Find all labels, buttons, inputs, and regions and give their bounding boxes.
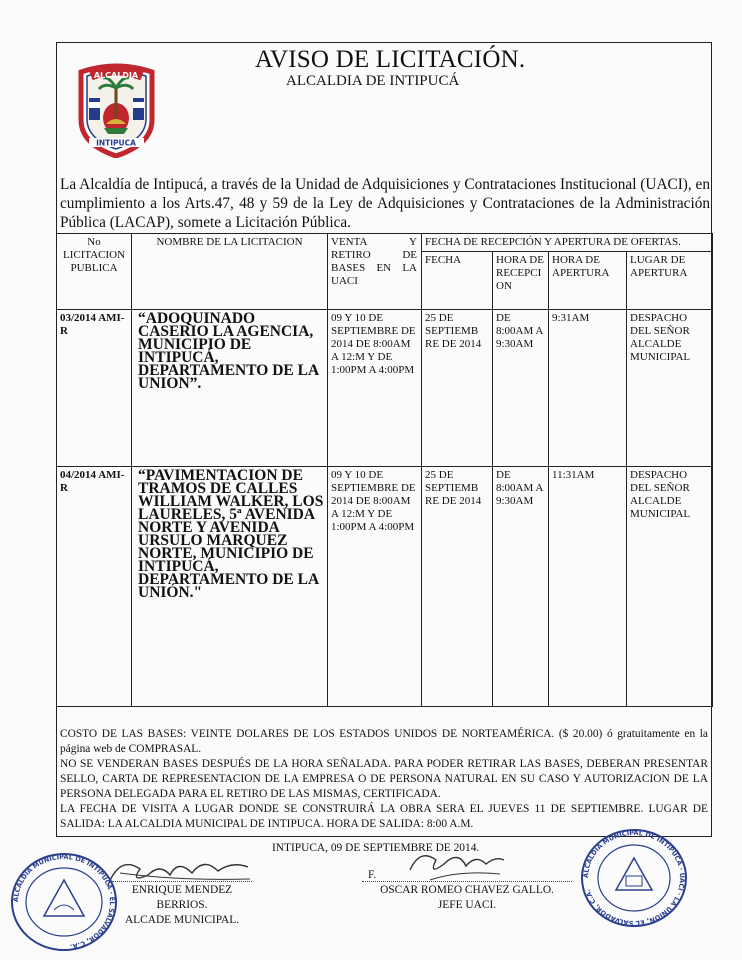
notes-section <box>60 727 708 832</box>
header-fecha-group: FECHA DE RECEPCIÓN Y APERTURA DE OFERTAS. <box>422 234 713 252</box>
tender-table <box>56 233 713 707</box>
signature-block-mayor <box>112 881 252 928</box>
alcaldia-logo <box>75 62 158 158</box>
row-name: “PAVIMENTACION DE TRAMOS DE CALLES WILLIAM WALKER, LOS LAURELES, 5ª AVENIDA NORTE Y AVENIDA URSULO MARQUEZ NORTE, MUNICIPIO DE INTIPUCÁ, DEPARTAMENTO DE LA UNIÓN." <box>132 467 328 707</box>
svg-text:INTIPUCA: INTIPUCA <box>96 138 136 148</box>
uaci-role: JEFE UACI. <box>437 899 497 911</box>
row-venta: 09 Y 10 DE SEPTIEMBRE DE 2014 DE 8:00AM A 12:M Y DE 1:00PM A 4:00PM <box>328 467 422 707</box>
header-venta: VENTA Y RETIRO DE BASES EN LA UACI <box>328 234 422 310</box>
intro-paragraph: La Alcaldía de Intipucá, a través de la Unidad de Adquisiciones y Contrataciones Institucional (UACI), en cumplimiento a los Arts.47, 48 y 59 de la Ley de Adquisiciones y Contrataciones de la Administración Pública (LACAP), somete a Licitación Pública. <box>60 176 710 231</box>
row-hora-recepcion: DE 8:00AM A 9:30AM <box>493 467 549 707</box>
mayor-name: ENRIQUE MENDEZ BERRIOS. <box>112 881 252 913</box>
row-venta: 09 Y 10 DE SEPTIEMBRE DE 2014 DE 8:00AM A 12:M Y DE 1:00PM A 4:00PM <box>328 310 422 467</box>
seal-right-text: ALCALDIA MUNICIPAL DE INTIPUCA · UACI · LA UNION, EL SALVADOR, C.A. <box>581 828 687 928</box>
signature-f-mark: F. <box>368 869 377 881</box>
seal-left-text: ALCALDIA MUNICIPAL DE INTIPUCA · EL SALVADOR, C.A. <box>11 852 117 951</box>
note-cost: COSTO DE LAS BASES: VEINTE DOLARES DE LOS ESTADOS UNIDOS DE NORTEAMÉRICA. ($ 20.00) ó gratuitamente en la página web de COMPRASAL. <box>60 728 708 755</box>
seal-right <box>578 826 690 930</box>
svg-text:ALCALDIA: ALCALDIA <box>93 71 139 80</box>
row-lugar: DESPACHO DEL SEÑOR ALCALDE MUNICIPAL <box>627 310 713 467</box>
header-nombre: NOMBRE DE LA LICITACION <box>132 234 328 310</box>
row-fecha: 25 DE SEPTIEMB RE DE 2014 <box>422 310 493 467</box>
table-row <box>57 310 713 467</box>
note-requirements: NO SE VENDERAN BASES DESPUÉS DE LA HORA SEÑALADA. PARA PODER RETIRAR LAS BASES, DEBERAN PRESENTAR SELLO, CARTA DE REPRESENTACION DE LA EMPRESA O DE PERSONA NATURAL EN SU CASO Y AUTORIZACION DE LA PERSONA DELEGADA PARA EL RETIRO DE LAS MISMAS, CERTIFICADA. <box>60 758 708 800</box>
header-fecha: FECHA <box>422 252 493 310</box>
table-header-row <box>57 234 713 252</box>
place-date: INTIPUCA, 09 DE SEPTIEMBRE DE 2014. <box>272 842 480 854</box>
table-row <box>57 467 713 707</box>
row-lugar: DESPACHO DEL SEÑOR ALCALDE MUNICIPAL <box>627 467 713 707</box>
header-hora-apertura: HORA DE APERTURA <box>549 252 627 310</box>
row-fecha: 25 DE SEPTIEMB RE DE 2014 <box>422 467 493 707</box>
uaci-name: OSCAR ROMEO CHAVEZ GALLO. <box>362 881 572 898</box>
row-hora-recepcion: DE 8:00AM A 9:30AM <box>493 310 549 467</box>
seal-left <box>8 850 120 954</box>
notice-title: AVISO DE LICITACIÓN. <box>255 46 526 73</box>
mayor-role: ALCADE MUNICIPAL. <box>124 914 240 926</box>
row-name: “ADOQUINADO CASERIO LA AGENCIA, MUNICIPIO DE INTIPUCÁ, DEPARTAMENTO DE LA UNION”. <box>132 310 328 467</box>
row-code: 03/2014 AMI-R <box>57 310 132 467</box>
row-hora-apertura: 9:31AM <box>549 310 627 467</box>
header-hora-recepcion: HORA DE RECEPCI ON <box>493 252 549 310</box>
signature-block-uaci <box>362 881 572 913</box>
notice-subtitle: ALCALDIA DE INTIPUCÁ <box>286 73 460 89</box>
header-no: No LICITACION PUBLICA <box>57 234 132 310</box>
note-visit: LA FECHA DE VISITA A LUGAR DONDE SE CONSTRUIRÁ LA OBRA SERA EL JUEVES 11 DE SEPTIEMBRE. LUGAR DE SALIDA: LA ALCALDIA MUNICIPAL DE INTIPUCA. HORA DE SALIDA: 8:00 A.M. <box>60 803 708 830</box>
header-lugar: LUGAR DE APERTURA <box>627 252 713 310</box>
row-code: 04/2014 AMI-R <box>57 467 132 707</box>
row-hora-apertura: 11:31AM <box>549 467 627 707</box>
